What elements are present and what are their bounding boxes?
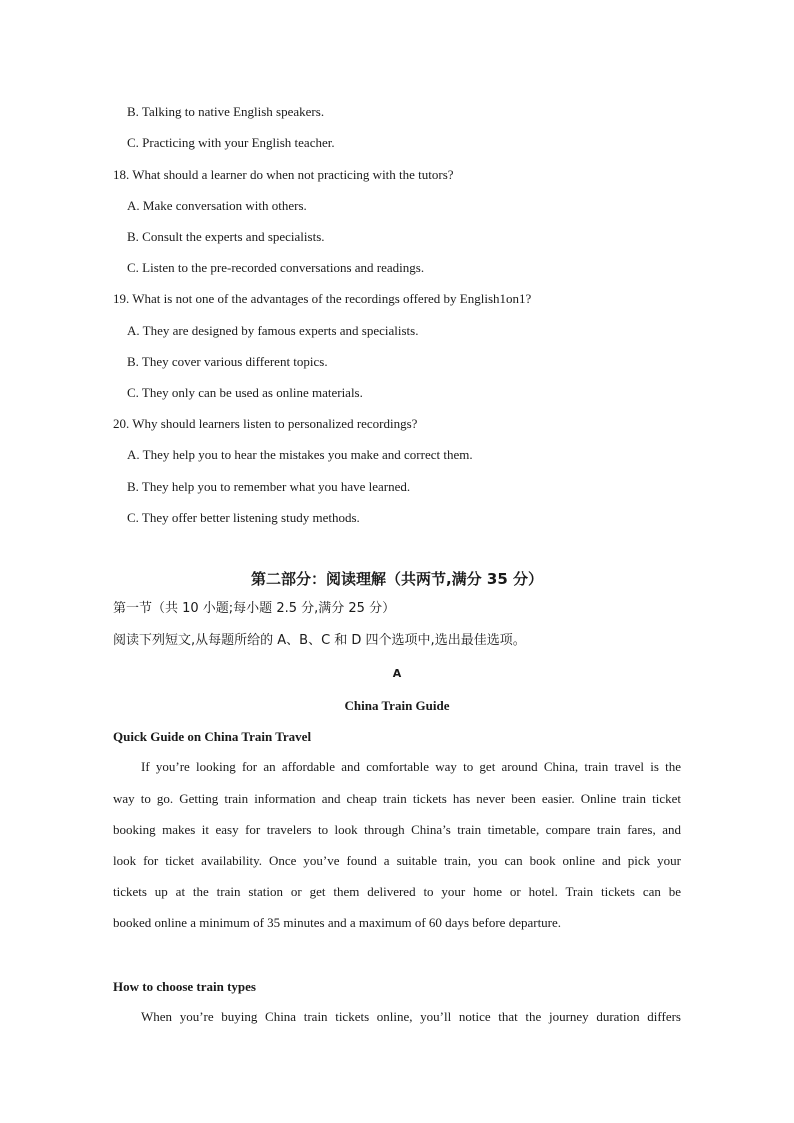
- paragraph1-line-3: booking makes it easy for travelers to look through China’s train timetable, compare train fares, and: [113, 822, 681, 837]
- q20-option-b: B. They help you to remember what you have learned.: [127, 479, 411, 494]
- q19-option-b: B. They cover various different topics.: [127, 354, 328, 369]
- part-title: 第二部分：阅读理解（共两节,满分 35 分）: [250, 570, 544, 588]
- q18-option-a: A. Make conversation with others.: [127, 198, 307, 213]
- section-instruction: 阅读下列短文,从每题所给的 A、B、C 和 D 四个选项中,选出最佳选项。: [113, 633, 526, 648]
- subheading-train-types: How to choose train types: [113, 979, 256, 994]
- question-19-stem: 19. What is not one of the advantages of the recordings offered by English1on1?: [113, 291, 532, 306]
- question-20-stem: 20. Why should learners listen to personalized recordings?: [113, 416, 418, 431]
- paragraph1-line-1: If you’re looking for an affordable and comfortable way to get around China, train travel is the: [141, 759, 681, 774]
- q19-option-c: C. They only can be used as online materials.: [127, 385, 363, 400]
- q20-option-c: C. They offer better listening study methods.: [127, 510, 360, 525]
- paragraph2-line-1: When you’re buying China train tickets online, you’ll notice that the journey duration differs: [141, 1009, 681, 1024]
- q19-option-a: A. They are designed by famous experts and specialists.: [127, 323, 419, 338]
- passage-letter: A: [392, 667, 402, 680]
- paragraph1-line-2: way to go. Getting train information and cheap train tickets has never been easier. Online train ticket: [113, 791, 681, 806]
- q18-option-c: C. Listen to the pre-recorded conversations and readings.: [127, 260, 425, 275]
- passage-title: China Train Guide: [344, 698, 450, 713]
- paragraph1-line-6: booked online a minimum of 35 minutes and a maximum of 60 days before departure.: [113, 915, 562, 930]
- q18-option-b: B. Consult the experts and specialists.: [127, 229, 325, 244]
- paragraph1-line-4: look for ticket availability. Once you’ve found a suitable train, you can book online and pick your: [113, 853, 681, 868]
- q20-option-a: A. They help you to hear the mistakes you make and correct them.: [127, 447, 473, 462]
- section-title: 第一节（共 10 小题;每小题 2.5 分,满分 25 分）: [113, 601, 396, 616]
- paragraph1-line-5: tickets up at the train station or get them delivered to your home or hotel. Train tickets can be: [113, 884, 681, 899]
- question-18-stem: 18. What should a learner do when not practicing with the tutors?: [113, 167, 454, 182]
- subheading-quick-guide: Quick Guide on China Train Travel: [113, 729, 312, 744]
- q17-option-c: C. Practicing with your English teacher.: [127, 135, 335, 150]
- q17-option-b: B. Talking to native English speakers.: [127, 104, 325, 119]
